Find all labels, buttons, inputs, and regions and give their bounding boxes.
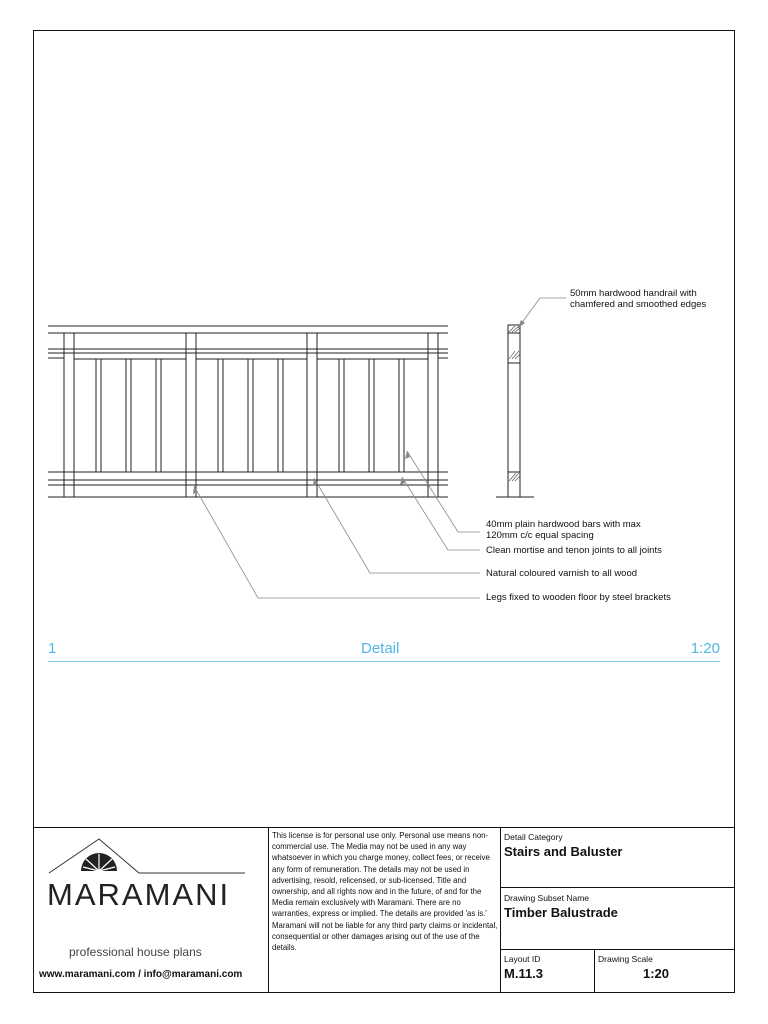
varnish-callout: Natural coloured varnish to all wood [486, 568, 638, 579]
bars-callout-line1: 40mm plain hardwood bars with max [486, 519, 641, 530]
detail-category-label: Detail Category [504, 832, 563, 842]
layout-id-value: M.11.3 [504, 966, 544, 981]
bars-callout-line2: 120mm c/c equal spacing [486, 530, 594, 541]
drawing-subset-cell [501, 888, 735, 950]
handrail-callout-line2: chamfered and smoothed edges [570, 299, 707, 310]
detail-category-cell [501, 827, 735, 888]
drawing-scale-label: Drawing Scale [598, 954, 653, 964]
website-contact: www.maramani.com / info@maramani.com [39, 969, 243, 980]
layout-id-label: Layout ID [504, 954, 541, 964]
handrail-callout-line1: 50mm hardwood handrail with [570, 288, 697, 299]
license-text: This license is for personal use only. Personal use means non-commercial use. The Media may not be used in any way whatsoever in which you charge money, collect fees, or receive any form of remuneration. The details may not be used in advertising, resold, relicensed, or sub-licensed. Title and ownership, and all rights now and in the future, of and for the Media remain exclusively with Maramani. There are no warranties, express or implied. The details are provided 'as is.' Maramani will not be liable for any third party claims or incidental, consequential or other damages arising out of the use of the details. [269, 827, 501, 993]
bars-callout [486, 519, 641, 541]
detail-title: Detail [361, 640, 400, 657]
detail-title-row [48, 640, 720, 660]
detail-number: 1 [48, 640, 57, 657]
detail-scale: 1:20 [690, 640, 720, 657]
layout-id-cell [501, 950, 595, 993]
detail-title-underline [48, 661, 720, 662]
drawing-scale-cell [595, 950, 735, 993]
drawing-subset-label: Drawing Subset Name [504, 893, 590, 903]
brand-tagline: professional house plans [69, 945, 202, 959]
joints-callout: Clean mortise and tenon joints to all joints [486, 545, 662, 556]
drawing-scale-value: 1:20 [642, 966, 670, 981]
drawing-subset-value: Timber Balustrade [504, 905, 618, 920]
handrail-callout [570, 288, 706, 310]
house-roof-logo-icon [47, 837, 247, 877]
logo-block [33, 827, 269, 993]
title-block [33, 827, 735, 993]
legs-callout: Legs fixed to wooden floor by steel brackets [486, 592, 671, 603]
brand-wordmark: MARAMANI [47, 877, 231, 912]
detail-category-value: Stairs and Baluster [504, 844, 623, 859]
